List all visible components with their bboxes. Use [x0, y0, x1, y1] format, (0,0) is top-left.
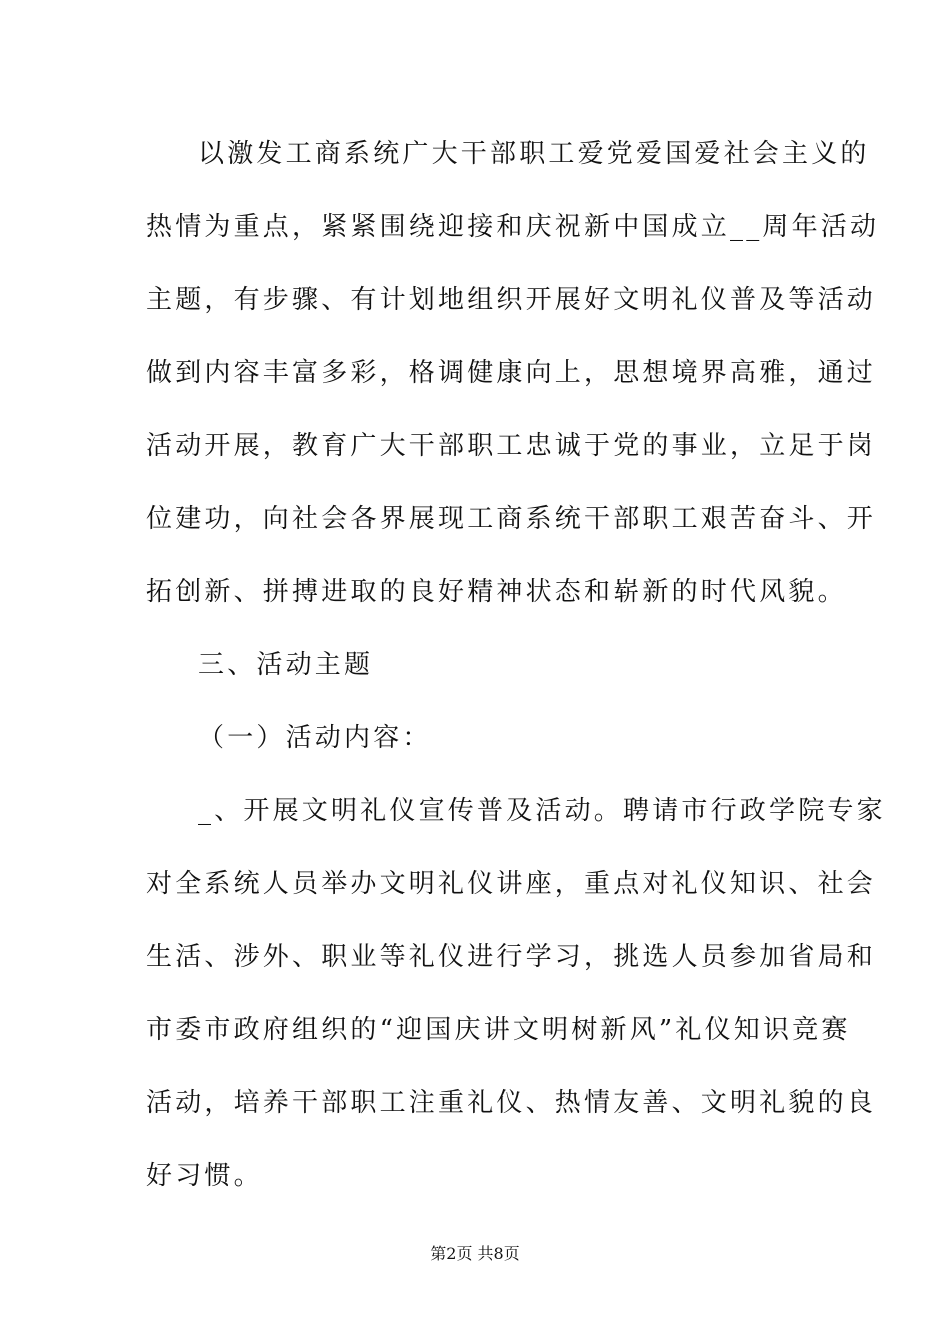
- paragraph-line: 位建功，向社会各界展现工商系统干部职工艰苦奋斗、开: [146, 504, 877, 534]
- paragraph-line: 拓创新、拼搏进取的良好精神状态和崭新的时代风貌。: [146, 577, 847, 607]
- paragraph-line: 做到内容丰富多彩，格调健康向上，思想境界高雅，通过: [146, 358, 877, 388]
- paragraph-line: 生活、涉外、职业等礼仪进行学习，挑选人员参加省局和: [146, 942, 877, 972]
- paragraph-line: 活动开展，教育广大干部职工忠诚于党的事业，立足于岗: [146, 431, 877, 461]
- paragraph-line: 好习惯。: [146, 1161, 263, 1191]
- paragraph-line: 市委市政府组织的“迎国庆讲文明树新风”礼仪知识竞赛: [146, 1015, 851, 1045]
- subsection-heading: （一）活动内容：: [198, 723, 432, 753]
- paragraph-line: 对全系统人员举办文明礼仪讲座，重点对礼仪知识、社会: [146, 869, 877, 899]
- paragraph-line: 热情为重点，紧紧围绕迎接和庆祝新中国成立__周年活动: [146, 212, 880, 242]
- section-heading: 三、活动主题: [198, 650, 374, 680]
- paragraph-line: 活动，培养干部职工注重礼仪、热情友善、文明礼貌的良: [146, 1088, 877, 1118]
- paragraph-line: 以激发工商系统广大干部职工爱党爱国爱社会主义的: [198, 139, 870, 169]
- paragraph-line: _、开展文明礼仪宣传普及活动。聘请市行政学院专家: [198, 796, 886, 826]
- paragraph-line: 主题，有步骤、有计划地组织开展好文明礼仪普及等活动: [146, 285, 877, 315]
- page-number-footer: 第2页 共8页: [430, 1244, 520, 1263]
